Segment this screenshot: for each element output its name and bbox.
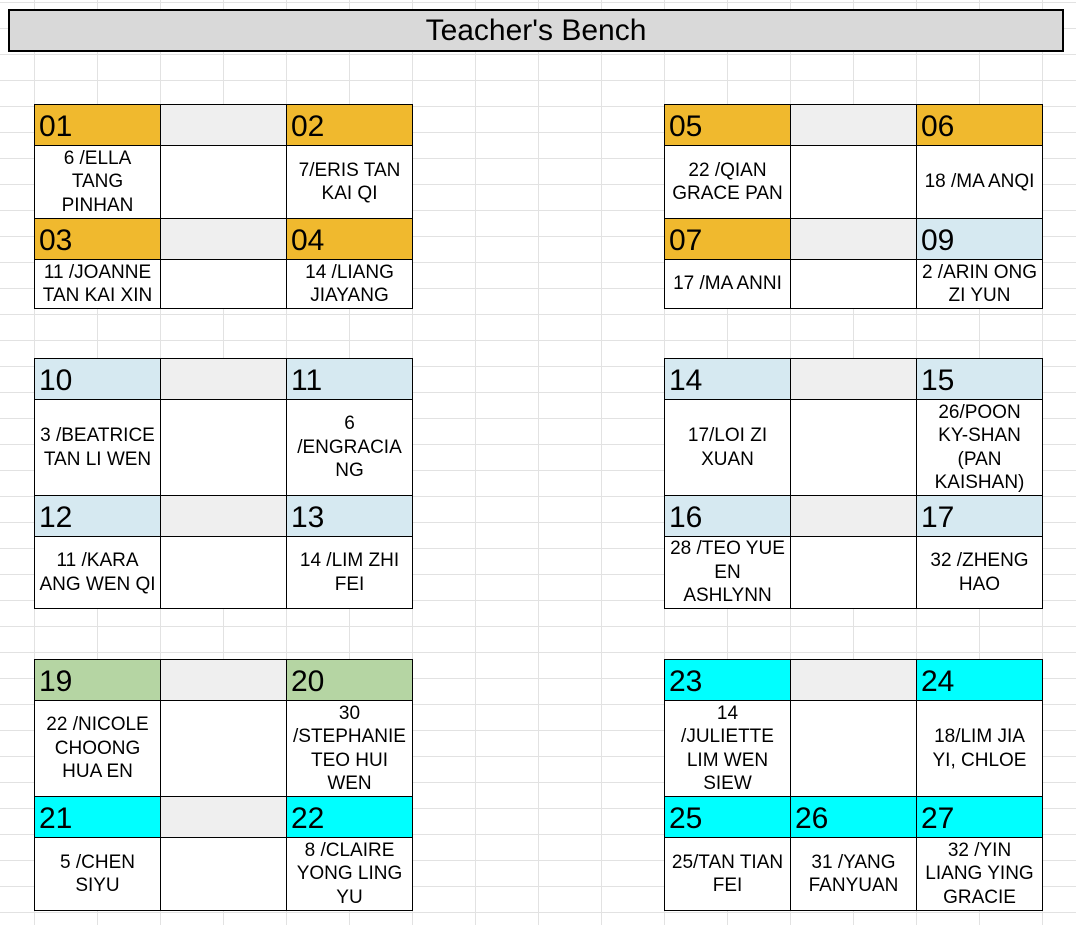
desk-04-number[interactable]: 04 <box>286 218 413 260</box>
desk-13-student[interactable]: 14 /LIM ZHI FEI <box>286 536 413 609</box>
desk-21-student[interactable]: 5 /CHEN SIYU <box>34 837 161 911</box>
desk-01-number[interactable]: 01 <box>34 104 161 146</box>
desk-07-student[interactable]: 17 /MA ANNI <box>664 259 791 309</box>
desk-12-student[interactable]: 11 /KARA ANG WEN QI <box>34 536 161 609</box>
empty-seat-cell[interactable] <box>160 104 287 146</box>
empty-seat-cell[interactable] <box>160 145 287 219</box>
desk-26-number[interactable]: 26 <box>790 796 917 838</box>
desk-23-student[interactable]: 14 /JULIETTE LIM WEN SIEW <box>664 700 791 797</box>
desk-05-student[interactable]: 22 /QIAN GRACE PAN <box>664 145 791 219</box>
desk-17-number[interactable]: 17 <box>916 495 1043 537</box>
desk-10-student[interactable]: 3 /BEATRICE TAN LI WEN <box>34 399 161 496</box>
empty-seat-cell[interactable] <box>160 218 287 260</box>
desk-14-student[interactable]: 17/LOI ZI XUAN <box>664 399 791 496</box>
desk-17-student[interactable]: 32 /ZHENG HAO <box>916 536 1043 609</box>
desk-01-student[interactable]: 6 /ELLA TANG PINHAN <box>34 145 161 219</box>
desk-03-number[interactable]: 03 <box>34 218 161 260</box>
empty-seat-cell[interactable] <box>790 358 917 400</box>
empty-seat-cell[interactable] <box>790 259 917 309</box>
desk-05-number[interactable]: 05 <box>664 104 791 146</box>
desk-12-number[interactable]: 12 <box>34 495 161 537</box>
empty-seat-cell[interactable] <box>790 700 917 797</box>
empty-seat-cell[interactable] <box>160 700 287 797</box>
desk-02-number[interactable]: 02 <box>286 104 413 146</box>
desk-21-number[interactable]: 21 <box>34 796 161 838</box>
desk-24-student[interactable]: 18/LIM JIA YI, CHLOE <box>916 700 1043 797</box>
desk-16-student[interactable]: 28 /TEO YUE EN ASHLYNN <box>664 536 791 609</box>
desk-27-number[interactable]: 27 <box>916 796 1043 838</box>
desk-25-number[interactable]: 25 <box>664 796 791 838</box>
empty-seat-cell[interactable] <box>790 104 917 146</box>
desk-19-student[interactable]: 22 /NICOLE CHOONG HUA EN <box>34 700 161 797</box>
desk-16-number[interactable]: 16 <box>664 495 791 537</box>
desk-22-student[interactable]: 8 /CLAIRE YONG LING YU <box>286 837 413 911</box>
desk-06-number[interactable]: 06 <box>916 104 1043 146</box>
empty-seat-cell[interactable] <box>160 837 287 911</box>
desk-07-number[interactable]: 07 <box>664 218 791 260</box>
empty-seat-cell[interactable] <box>790 659 917 701</box>
empty-seat-cell[interactable] <box>790 145 917 219</box>
desk-23-number[interactable]: 23 <box>664 659 791 701</box>
desk-15-student[interactable]: 26/POON KY-SHAN (PAN KAISHAN) <box>916 399 1043 496</box>
desk-25-student[interactable]: 25/TAN TIAN FEI <box>664 837 791 911</box>
empty-seat-cell[interactable] <box>160 536 287 609</box>
desk-10-number[interactable]: 10 <box>34 358 161 400</box>
desk-03-student[interactable]: 11 /JOANNE TAN KAI XIN <box>34 259 161 309</box>
empty-seat-cell[interactable] <box>790 536 917 609</box>
empty-seat-cell[interactable] <box>790 495 917 537</box>
desk-14-number[interactable]: 14 <box>664 358 791 400</box>
desk-22-number[interactable]: 22 <box>286 796 413 838</box>
empty-seat-cell[interactable] <box>160 495 287 537</box>
empty-seat-cell[interactable] <box>160 796 287 838</box>
desk-09-number[interactable]: 09 <box>916 218 1043 260</box>
empty-seat-cell[interactable] <box>160 659 287 701</box>
desk-27-student[interactable]: 32 /YIN LIANG YING GRACIE <box>916 837 1043 911</box>
teachers-bench-header: Teacher's Bench <box>8 9 1064 52</box>
empty-seat-cell[interactable] <box>160 399 287 496</box>
desk-02-student[interactable]: 7/ERIS TAN KAI QI <box>286 145 413 219</box>
desk-06-student[interactable]: 18 /MA ANQI <box>916 145 1043 219</box>
desk-04-student[interactable]: 14 /LIANG JIAYANG <box>286 259 413 309</box>
desk-15-number[interactable]: 15 <box>916 358 1043 400</box>
desk-20-number[interactable]: 20 <box>286 659 413 701</box>
desk-20-student[interactable]: 30 /STEPHANIE TEO HUI WEN <box>286 700 413 797</box>
empty-seat-cell[interactable] <box>790 399 917 496</box>
desk-13-number[interactable]: 13 <box>286 495 413 537</box>
desk-11-student[interactable]: 6 /ENGRACIA NG <box>286 399 413 496</box>
desk-19-number[interactable]: 19 <box>34 659 161 701</box>
empty-seat-cell[interactable] <box>160 259 287 309</box>
desk-09-student[interactable]: 2 /ARIN ONG ZI YUN <box>916 259 1043 309</box>
desk-24-number[interactable]: 24 <box>916 659 1043 701</box>
empty-seat-cell[interactable] <box>790 218 917 260</box>
desk-26-student[interactable]: 31 /YANG FANYUAN <box>790 837 917 911</box>
empty-seat-cell[interactable] <box>160 358 287 400</box>
desk-11-number[interactable]: 11 <box>286 358 413 400</box>
